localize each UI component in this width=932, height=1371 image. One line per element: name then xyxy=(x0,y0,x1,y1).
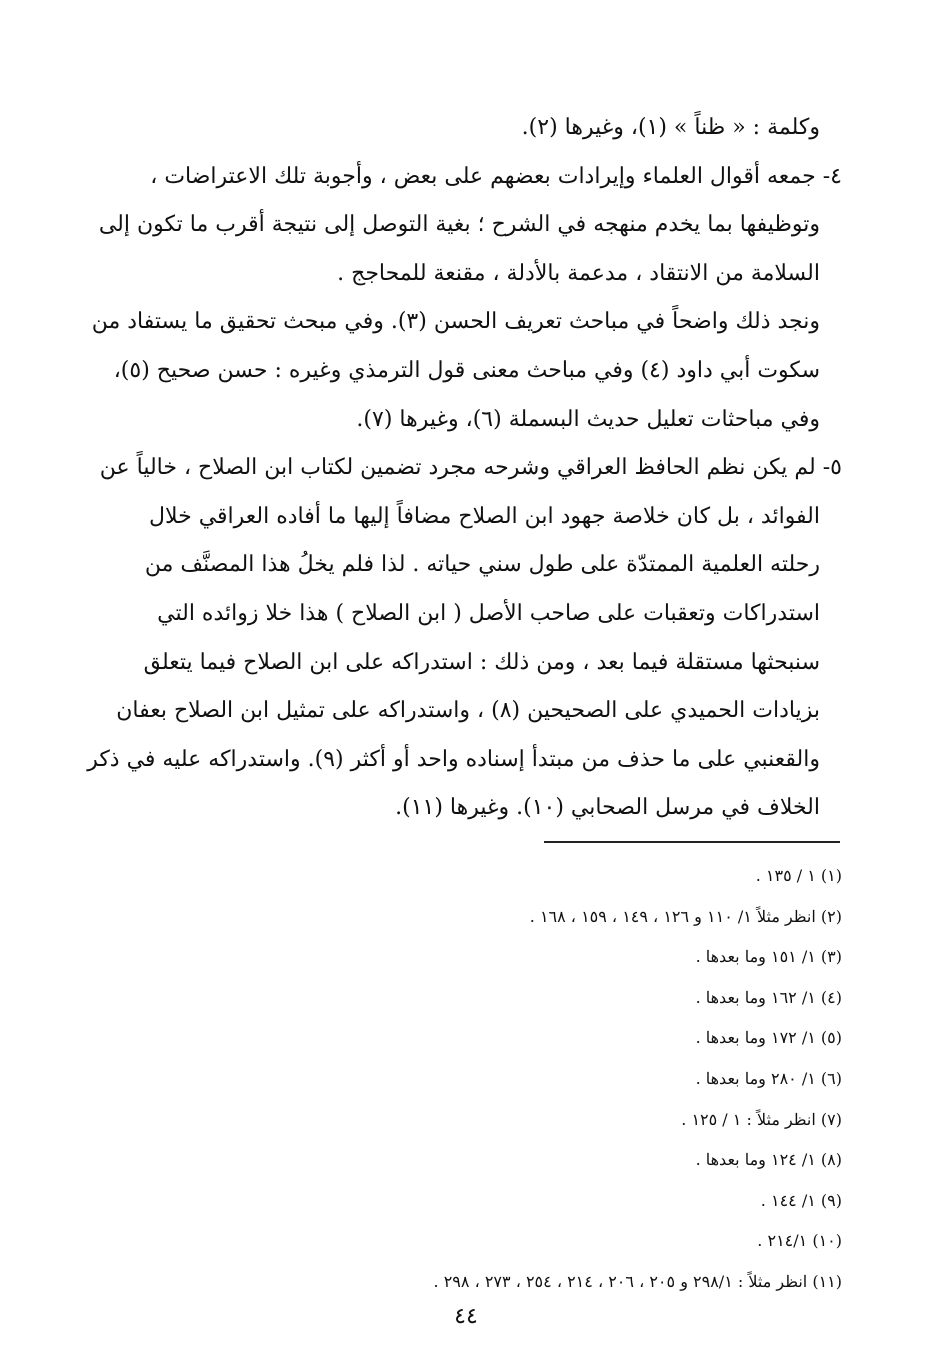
main-text xyxy=(78,104,842,833)
footnote-3: (٣) ١/ ١٥١ وما بعدها . xyxy=(695,947,842,967)
text-line-5: ونجد ذلك واضحاً في مباحث تعريف الحسن (٣). وفي مبحث تحقيق ما يستفاد من xyxy=(91,309,820,335)
footnote-10: (١٠) ٢١٤/١ . xyxy=(757,1231,842,1251)
footnote-11: (١١) انظر مثلاً : ٢٩٨/١ و ٢٠٥ ، ٢٠٦ ، ٢١٤ ، ٢٥٤ ، ٢٧٣ ، ٢٩٨ . xyxy=(433,1271,842,1291)
footnote-2: (٢) انظر مثلاً ١/ ١١٠ و ١٢٦ ، ١٤٩ ، ١٥٩ ، ١٦٨ . xyxy=(529,906,842,926)
footnote-9: (٩) ١/ ١٤٤ . xyxy=(760,1190,842,1210)
text-line-3: وتوظيفها بما يخدم منهجه في الشرح ؛ بغية التوصل إلى نتيجة أقرب ما تكون إلى xyxy=(98,212,820,238)
page-number: ٤٤ xyxy=(454,1304,478,1329)
text-line-8: ٥- لم يكن نظم الحافظ العراقي وشرحه مجرد تضمين لكتاب ابن الصلاح ، خالياً عن xyxy=(99,455,842,481)
footnote-1: (١) ١ / ١٣٥ . xyxy=(755,866,842,885)
footnote-5: (٥) ١/ ١٧٢ وما بعدها . xyxy=(695,1028,842,1048)
text-line-13: بزيادات الحميدي على الصحيحين (٨) ، واستدراكه على تمثيل ابن الصلاح بعفان xyxy=(116,698,820,724)
footnote-7: (٧) انظر مثلاً : ١ / ١٢٥ . xyxy=(681,1109,842,1129)
footnote-4: (٤) ١/ ١٦٢ وما بعدها . xyxy=(695,987,842,1007)
footnote-6: (٦) ١/ ٢٨٠ وما بعدها . xyxy=(695,1068,842,1088)
text-line-2: ٤- جمعه أقوال العلماء وإيرادات بعضهم على بعض ، وأجوبة تلك الاعتراضات ، xyxy=(150,163,842,189)
text-line-15: الخلاف في مرسل الصحابي (١٠). وغيرها (١١). xyxy=(395,795,820,821)
footnote-divider xyxy=(544,841,840,843)
text-line-9: الفوائد ، بل كان خلاصة جهود ابن الصلاح مضافاً إليها ما أفاده العراقي خلال xyxy=(149,503,820,529)
text-line-1: وكلمة : « ظناً » (١)، وغيرها (٢). xyxy=(521,115,820,140)
text-line-4: السلامة من الانتقاد ، مدعمة بالأدلة ، مقنعة للمحاجج . xyxy=(337,260,820,286)
footnote-8: (٨) ١/ ١٢٤ وما بعدها . xyxy=(695,1150,842,1170)
text-line-7: وفي مباحثات تعليل حديث البسملة (٦)، وغيرها (٧). xyxy=(356,406,820,432)
text-line-14: والقعنبي على ما حذف من مبتدأ إسناده واحد أو أكثر (٩). واستدراكه عليه في ذكر xyxy=(87,746,820,772)
text-line-10: رحلته العلمية الممتدّة على طول سني حياته . لذا فلم يخلُ هذا المصنَّف من xyxy=(144,552,820,578)
text-line-11: استدراكات وتعقبات على صاحب الأصل ( ابن الصلاح ) هذا خلا زوائده التي xyxy=(157,600,820,626)
text-line-12: سنبحثها مستقلة فيما بعد ، ومن ذلك : استدراكه على ابن الصلاح فيما يتعلق xyxy=(143,649,820,675)
footnotes xyxy=(280,856,842,1303)
text-line-6: سكوت أبي داود (٤) وفي مباحث معنى قول الترمذي وغيره : حسن صحيح (٥)، xyxy=(113,357,820,383)
